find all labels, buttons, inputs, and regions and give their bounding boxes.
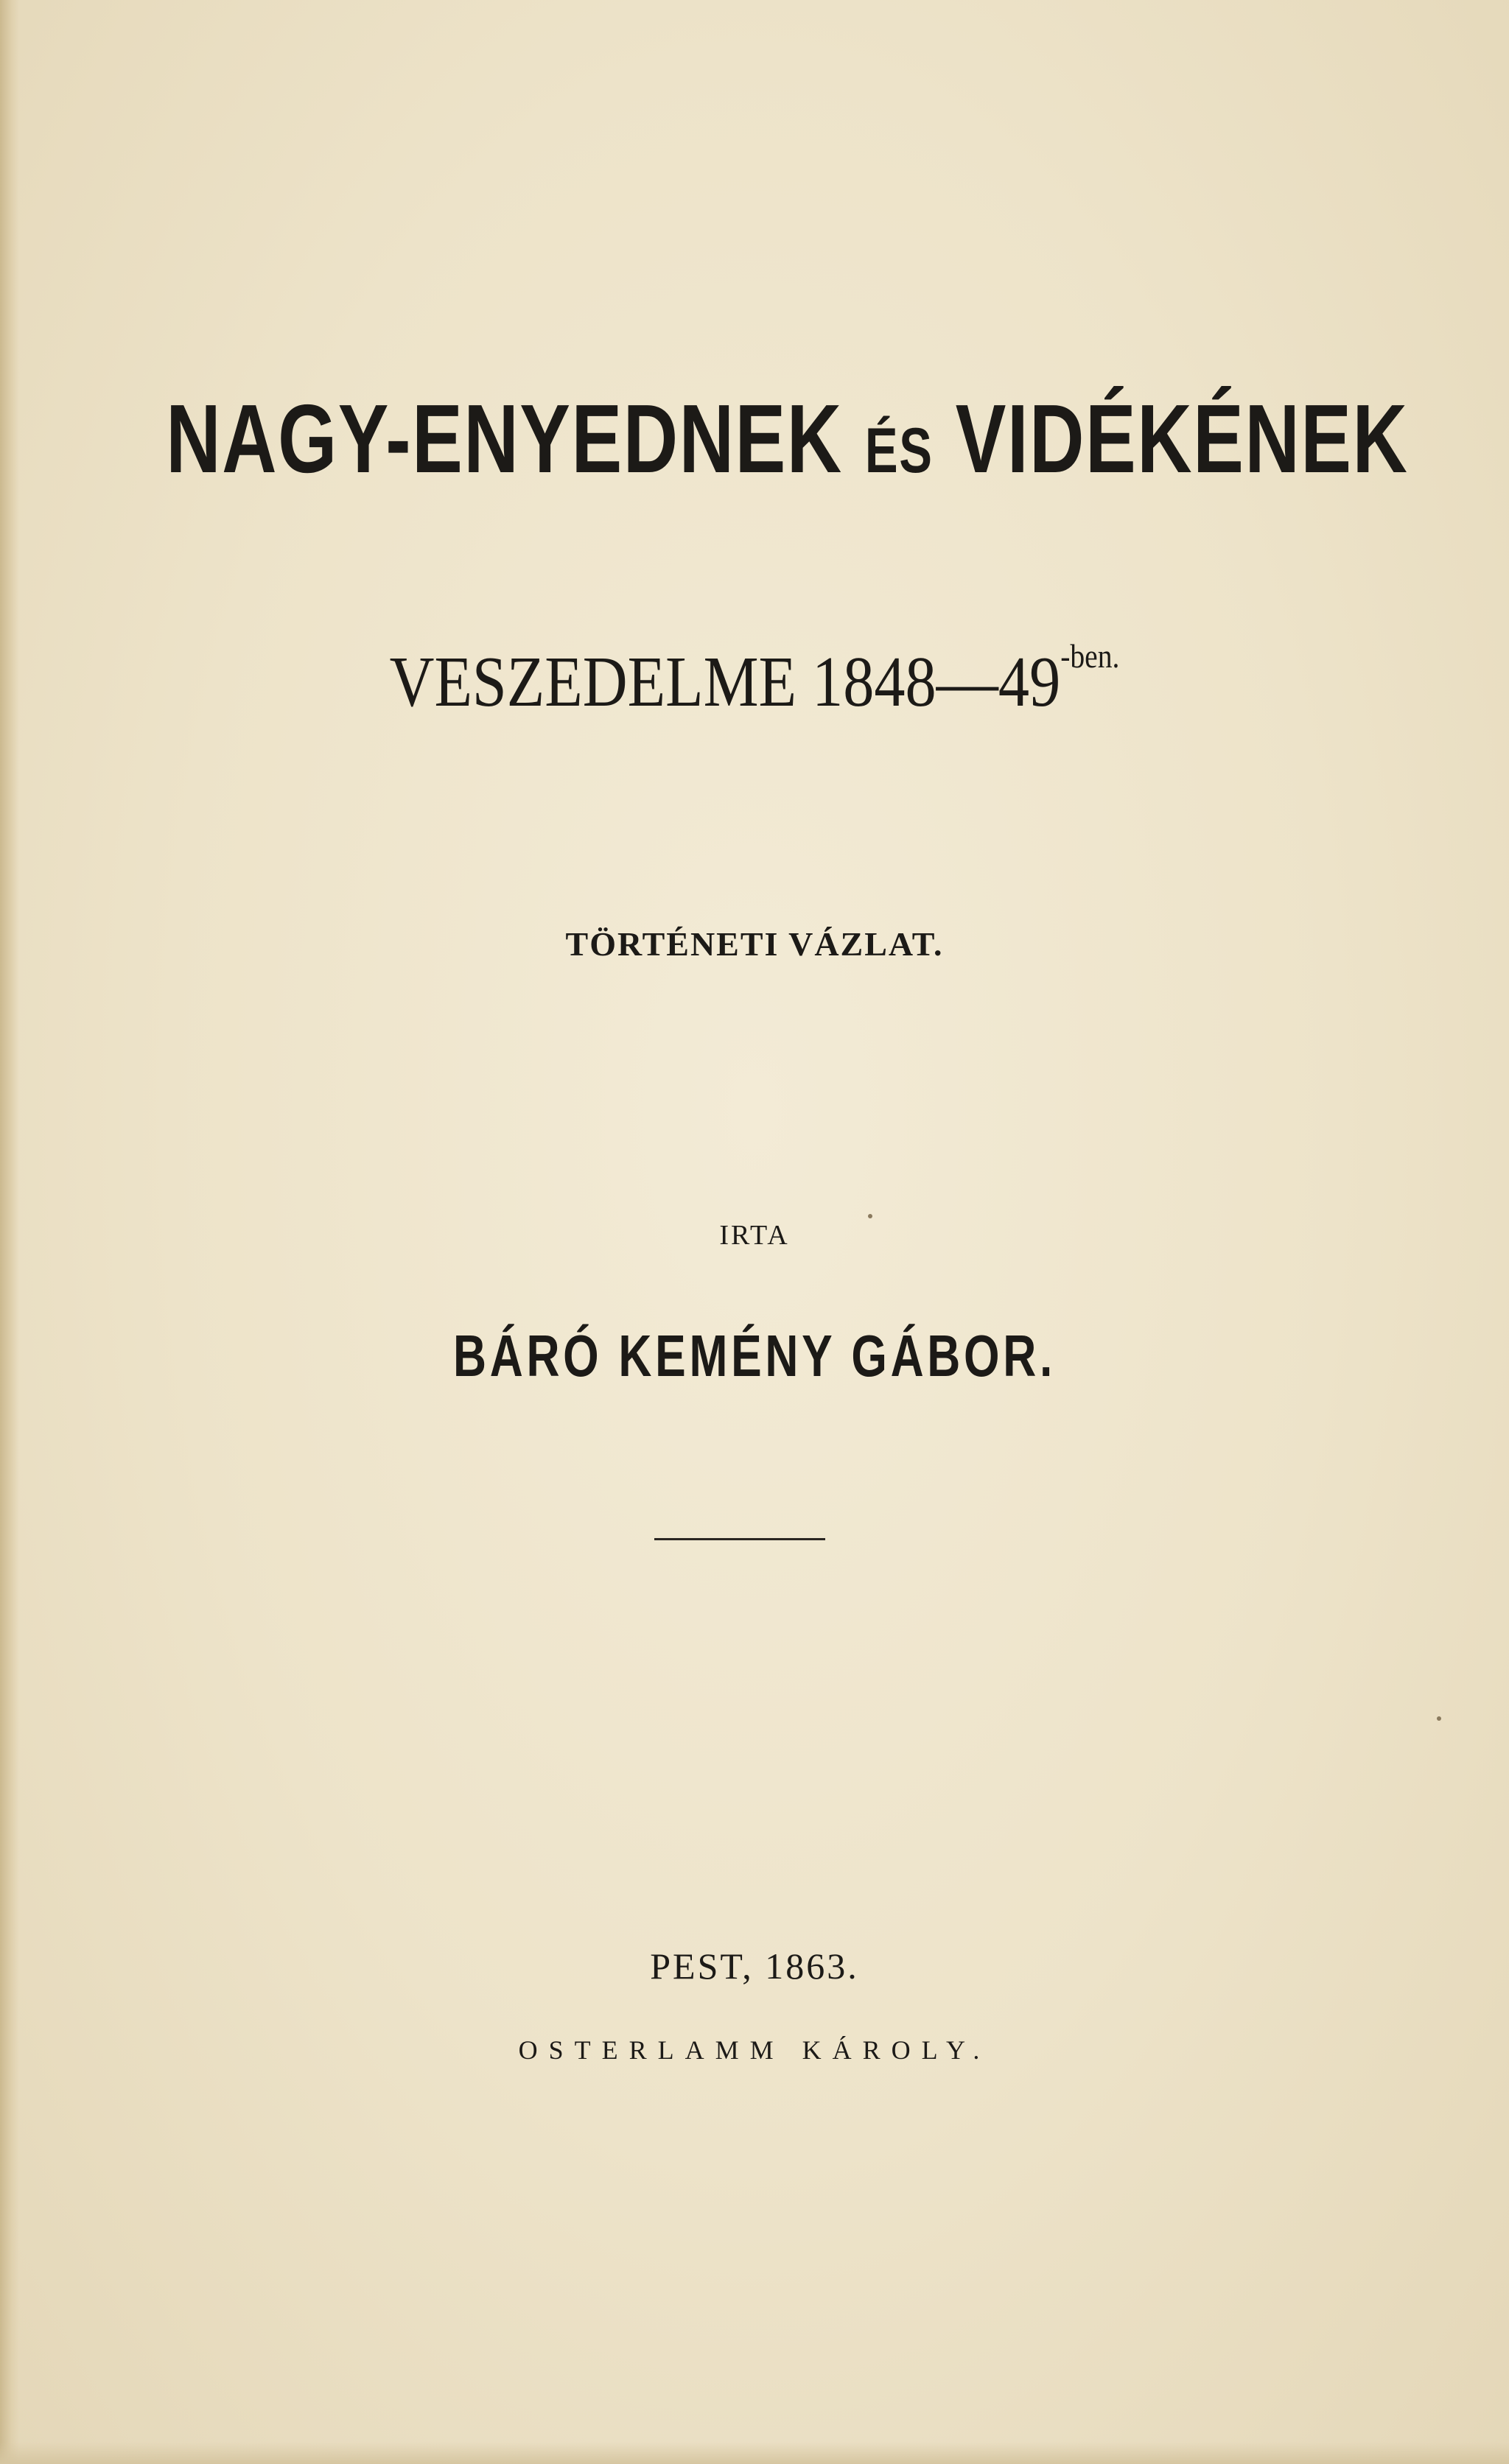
byline: IRTA	[719, 1220, 790, 1251]
subtitle-text: VESZEDELME 1848—49	[389, 642, 1061, 722]
genre-heading: TÖRTÉNETI VÁZLAT.	[565, 925, 944, 963]
author-name: BÁRÓ KEMÉNY GÁBOR.	[452, 1323, 1057, 1389]
subtitle-line	[105, 637, 1403, 723]
publisher: OSTERLAMM KÁROLY.	[518, 2035, 991, 2065]
divider-rule	[654, 1538, 825, 1540]
title-part1: NAGY-ENYEDNEK	[166, 385, 843, 493]
page-bottom-shadow	[0, 2442, 1509, 2464]
place-year: PEST, 1863.	[650, 1945, 859, 1987]
paper-speck	[1437, 1716, 1441, 1721]
main-title	[166, 383, 1409, 494]
title-part2: VIDÉKÉNEK	[955, 385, 1409, 493]
paper-speck	[868, 1214, 872, 1218]
subtitle-suffix: -ben.	[1060, 637, 1120, 675]
title-connector: ÉS	[864, 415, 934, 486]
